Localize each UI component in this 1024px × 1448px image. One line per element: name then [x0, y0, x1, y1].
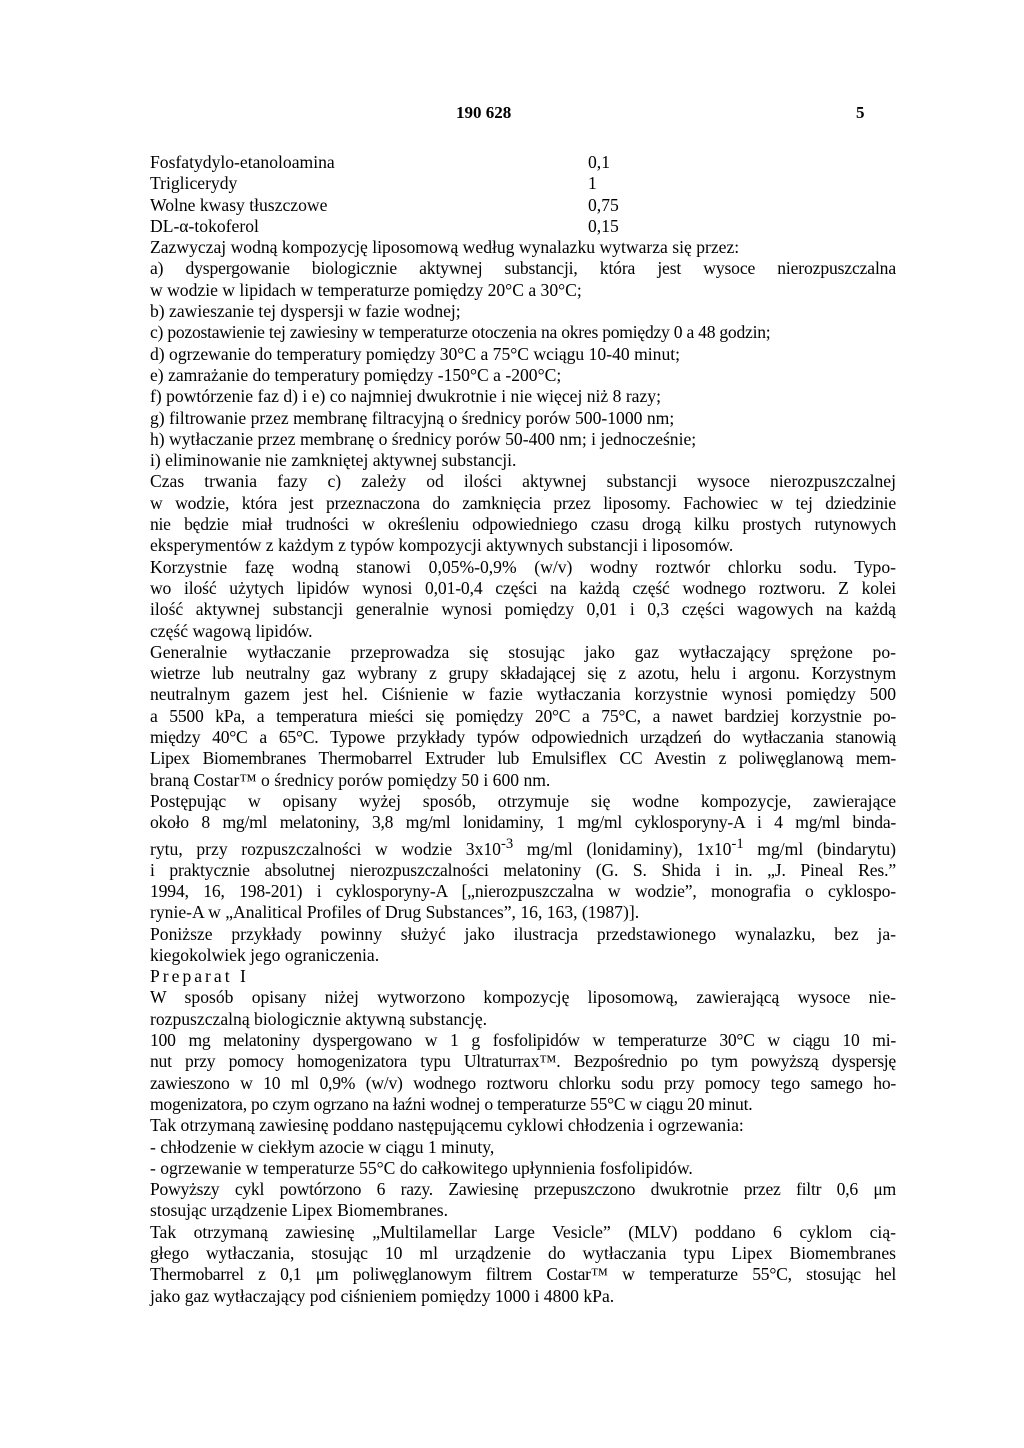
text-line: nie będzie miał trudności w określeniu odpowiedniego czasu drogą kilku prostych rutynowych	[150, 514, 896, 535]
text-line: i praktycznie absolutnej nierozpuszczalności melatoniny (G. S. Shida i in. „J. Pineal Res.”	[150, 859, 896, 880]
text-line: wietrze lub neutralny gaz wybrany z grupy składającej się z azotu, helu i argonu. Korzystnym	[150, 663, 896, 684]
text-line: rozpuszczalną biologicznie aktywną substancję.	[150, 1008, 488, 1029]
text-line: ilość aktywnej substancji generalnie wynosi pomiędzy 0,01 i 0,3 części wagowych na każdą	[150, 599, 896, 620]
text-line: c) pozostawienie tej zawiesiny w temperaturze otoczenia na okres pomiędzy 0 a 48 godzin;	[150, 322, 771, 343]
text-line: w wodzie, która jest przeznaczona do zamknięcia przez liposomy. Fachowiec w tej dziedzinie	[150, 492, 896, 513]
text-fragment: mg/ml (bindarytu)	[743, 838, 897, 859]
text-line: Generalnie wytłaczanie przeprowadza się stosując jako gaz wytłaczający sprężone po-	[150, 641, 896, 662]
component-value: 1	[588, 173, 597, 194]
component-value: 0,75	[588, 194, 619, 215]
composition-row	[150, 195, 896, 216]
text-line: jako gaz wytłaczający pod ciśnieniem pomiędzy 1000 i 4800 kPa.	[150, 1285, 615, 1306]
composition-row	[150, 173, 896, 194]
component-value: 0,15	[588, 215, 619, 236]
text-line: 1994, 16, 198-201) i cyklosporyny-A [„nierozpuszczalna w wodzie”, monografia o cyklospo-	[150, 880, 896, 901]
paragraph	[150, 987, 896, 1030]
text-line: mogenizatora, po czym ogrzano na łaźni wodnej o temperaturze 55°C w ciągu 20 minut.	[150, 1093, 753, 1114]
text-line: wo ilość użytych lipidów wynosi 0,01-0,4 części na każdą część wodnego roztworu. Z kolei	[150, 577, 896, 598]
page-header	[0, 103, 1024, 127]
text-line: Tak otrzymaną zawiesinę „Multilamellar Large Vesicle” (MLV) poddano 6 cyklom cią-	[150, 1221, 896, 1242]
text-line: g) filtrowanie przez membranę filtracyjną o średnicy porów 500-1000 nm;	[150, 407, 675, 428]
text-line: a 5500 kPa, a temperatura mieści się pomiędzy 20°C a 75°C, a nawet bardziej korzystnie po-	[150, 705, 896, 726]
text-line: W sposób opisany niżej wytworzono kompozycję liposomową, zawierającą wysoce nie-	[150, 987, 896, 1008]
paragraph	[150, 1030, 896, 1115]
component-name: Triglicerydy	[150, 173, 238, 194]
text-line: 100 mg melatoniny dyspergowano w 1 g fosfolipidów w temperaturze 30°C w ciągu 10 mi-	[150, 1030, 896, 1051]
component-name: Wolne kwasy tłuszczowe	[150, 194, 328, 215]
text-line: zawieszono w 10 ml 0,9% (w/v) wodnego roztworu chlorku sodu przy pomocy tego samego ho-	[150, 1072, 896, 1093]
text-line: nut przy pomocy homogenizatora typu Ultraturrax™. Bezpośrednio po tym powyższą dyspersję	[150, 1051, 896, 1072]
paragraph	[150, 557, 896, 642]
text-line: rynie-A w „Analitical Profiles of Drug Substances”, 16, 163, (1987)].	[150, 902, 640, 923]
text-line: a) dyspergowanie biologicznie aktywnej substancji, która jest wysoce nierozpuszczalna	[150, 258, 896, 279]
process-steps	[150, 237, 896, 471]
document-body	[150, 152, 896, 1307]
text-line: część wagową lipidów.	[150, 620, 313, 641]
page-number: 5	[856, 103, 865, 122]
paragraph	[150, 642, 896, 791]
patent-number: 190 628	[456, 103, 512, 122]
text-line: Postępując w opisany wyżej sposób, otrzymuje się wodne kompozycje, zawierające	[150, 790, 896, 811]
component-name: DL-α-tokoferol	[150, 215, 259, 236]
text-line: d) ogrzewanie do temperatury pomiędzy 30°C a 75°C wciągu 10-40 minut;	[150, 343, 681, 364]
text-line: głego wytłaczania, stosując 10 ml urządzenie do wytłaczania typu Lipex Biomembranes	[150, 1243, 896, 1263]
paragraph	[150, 471, 896, 556]
paragraph	[150, 924, 896, 967]
superscript: -3	[500, 835, 514, 852]
component-value: 0,1	[588, 152, 610, 172]
text-line: Zazwyczaj wodną kompozycję liposomową według wynalazku wytwarza się przez:	[150, 237, 740, 258]
text-line: Thermobarrel z 0,1 μm poliwęglanowym filtrem Costar™ w temperaturze 55°C, stosując hel	[150, 1264, 896, 1285]
text-line	[150, 834, 896, 860]
text-line: braną Costar™ o średnicy porów pomiędzy 50 i 600 nm.	[150, 769, 551, 790]
text-line: i) eliminowanie nie zamkniętej aktywnej substancji.	[150, 450, 517, 471]
text-line: f) powtórzenie faz d) i e) co najmniej dwukrotnie i nie więcej niż 8 razy;	[150, 386, 661, 407]
text-line: - chłodzenie w ciekłym azocie w ciągu 1 minuty,	[150, 1136, 495, 1157]
text-line: Lipex Biomembranes Thermobarrel Extruder lub Emulsiflex CC Avestin z poliwęglanową mem-	[150, 748, 896, 769]
superscript: -1	[731, 835, 744, 852]
text-line: - ogrzewanie w temperaturze 55°C do całkowitego upłynnienia fosfolipidów.	[150, 1157, 693, 1178]
text-line: Korzystnie fazę wodną stanowi 0,05%-0,9% (w/v) wodny roztwór chlorku sodu. Typo-	[150, 556, 896, 577]
paragraph	[150, 1115, 896, 1179]
paragraph	[150, 791, 896, 924]
composition-row	[150, 216, 896, 237]
paragraph	[150, 1179, 896, 1222]
text-line: kiegokolwiek jego ograniczenia.	[150, 944, 380, 965]
text-line: h) wytłaczanie przez membranę o średnicy porów 50-400 nm; i jednocześnie;	[150, 428, 697, 449]
text-line: około 8 mg/ml melatoniny, 3,8 mg/ml lonidaminy, 1 mg/ml cyklosporyny-A i 4 mg/ml binda-	[150, 812, 896, 833]
text-line: między 40°C a 65°C. Typowe przykłady typów odpowiednich urządzeń do wytłaczania stanowią	[150, 727, 896, 748]
text-line: Powyższy cykl powtórzono 6 razy. Zawiesinę przepuszczono dwukrotnie przez filtr 0,6 μm	[150, 1179, 896, 1200]
composition-row	[150, 152, 896, 173]
text-line: eksperymentów z każdym z typów kompozycji aktywnych substancji i liposomów.	[150, 535, 734, 556]
text-fragment: rytu, przy rozpuszczalności w wodzie 3x10	[150, 838, 501, 859]
text-line: Poniższe przykłady powinny służyć jako ilustracja przedstawionego wynalazku, bez ja-	[150, 923, 896, 944]
text-line: b) zawieszanie tej dyspersji w fazie wodnej;	[150, 301, 461, 322]
text-line: w wodzie w lipidach w temperaturze pomiędzy 20°C a 30°C;	[150, 279, 582, 300]
text-line: Czas trwania fazy c) zależy od ilości aktywnej substancji wysoce nierozpuszczalnej	[150, 471, 896, 492]
text-fragment: mg/ml (lonidaminy), 1x10	[513, 838, 732, 859]
text-line: stosując urządzenie Lipex Biomembranes.	[150, 1200, 449, 1221]
component-name: Fosfatydylo-etanoloamina	[150, 152, 335, 172]
text-line: e) zamrażanie do temperatury pomiędzy -150°C a -200°C;	[150, 364, 562, 385]
section-heading: Preparat I	[150, 966, 249, 987]
composition-table	[150, 152, 896, 237]
text-line: neutralnym gazem jest hel. Ciśnienie w fazie wytłaczania korzystnie wynosi pomiędzy 500	[150, 684, 896, 705]
text-line: Tak otrzymaną zawiesinę poddano następującemu cyklowi chłodzenia i ogrzewania:	[150, 1115, 744, 1136]
paragraph	[150, 1222, 896, 1307]
